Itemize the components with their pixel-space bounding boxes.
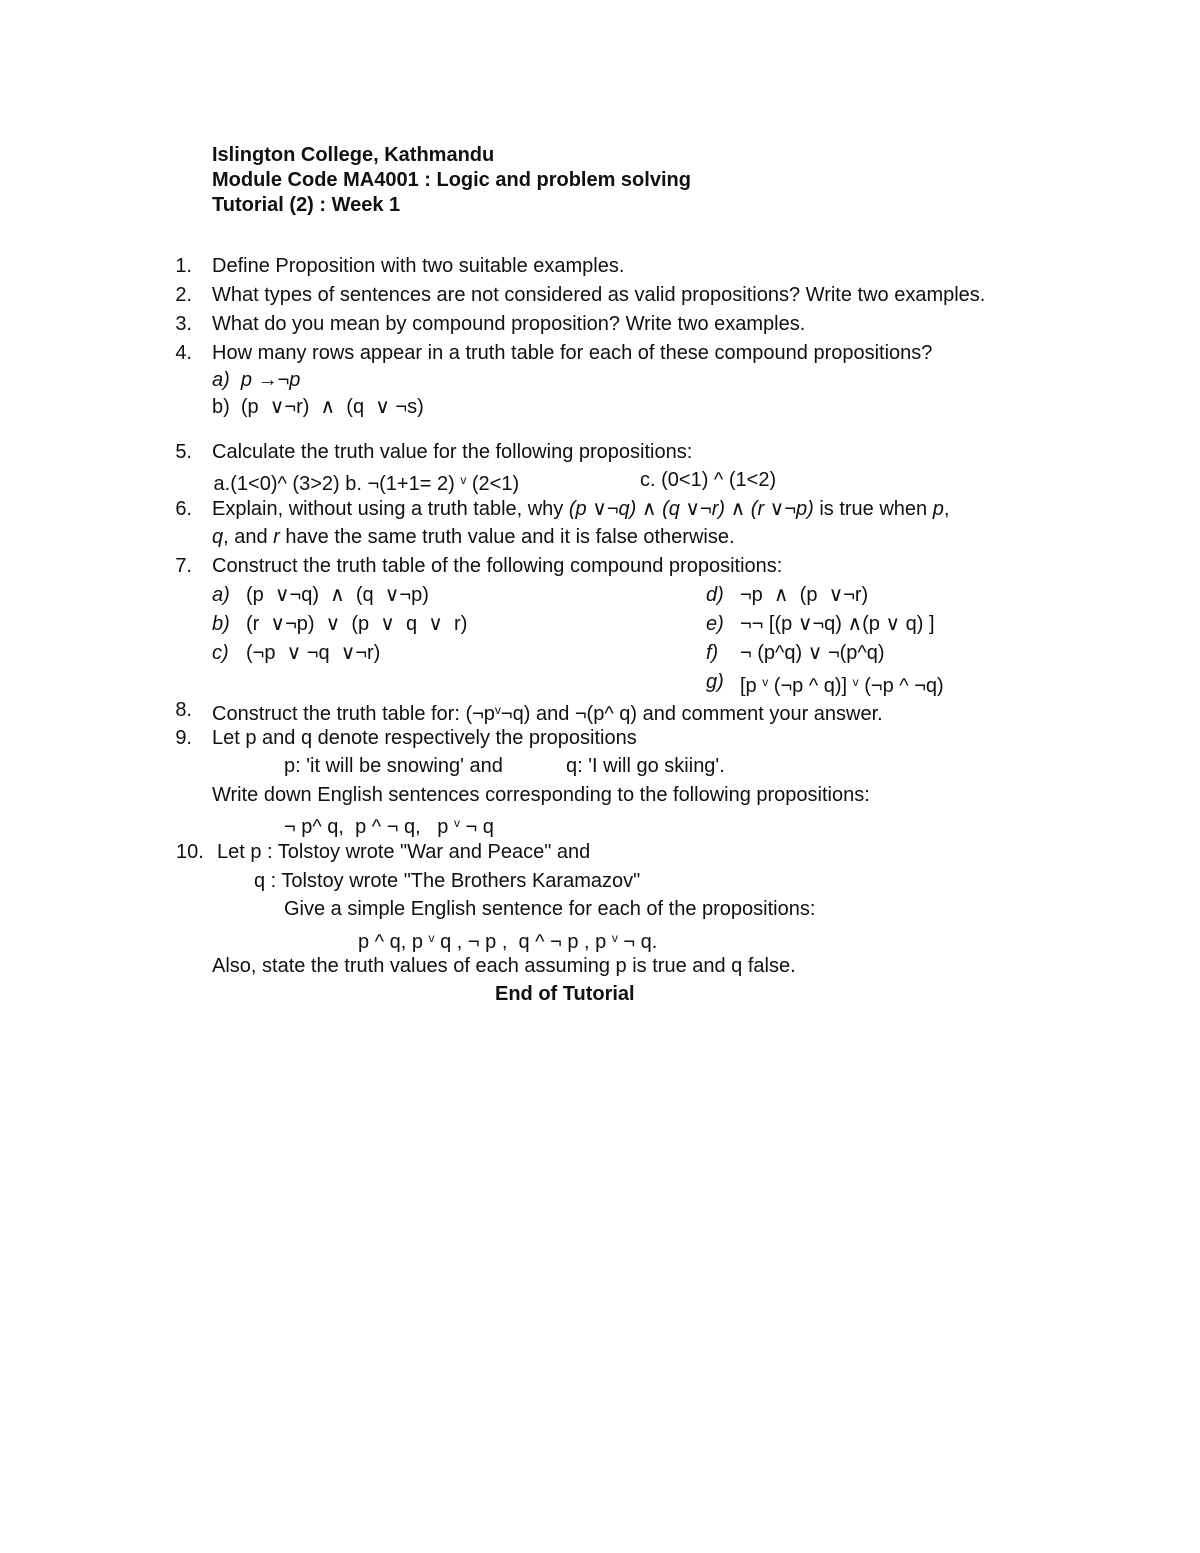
- q5-parts-ab: [208, 468, 519, 496]
- q7-b-expression: (r ∨¬p) ∨ (p ∨ q ∨ r): [246, 613, 468, 635]
- q5-or-symbol: v: [460, 473, 467, 487]
- q4-text: How many rows appear in a truth table for each of these compound propositions?: [212, 342, 933, 364]
- tutorial-title: Tutorial (2) : Week 1: [212, 194, 401, 216]
- q9-instruction: Write down English sentences corresponding to the following propositions:: [212, 784, 870, 806]
- q5-part-b-tail: (2<1): [466, 473, 520, 495]
- q4-number: 4.: [175, 342, 192, 364]
- q7-f-label: f): [706, 642, 719, 664]
- q7-c-label: c): [212, 642, 229, 664]
- q10-propositions: [358, 926, 657, 954]
- q8-text-1: Construct the truth table for: (¬p: [212, 703, 495, 725]
- q9-p-definition: p: 'it will be snowing' and: [284, 755, 503, 777]
- q10-props-3: ¬ q.: [617, 931, 658, 953]
- q1-number: 1.: [175, 255, 192, 277]
- q7-number: 7.: [175, 555, 192, 577]
- college-name: Islington College, Kathmandu: [212, 144, 495, 166]
- q10-number: 10.: [176, 841, 204, 863]
- q3-number: 3.: [175, 313, 192, 335]
- q8-text-2: ¬q) and ¬(p^ q) and comment your answer.: [500, 703, 883, 725]
- q6-expression: (p ∨¬q) ∧ (q ∨¬r) ∧ (r ∨¬p): [568, 498, 814, 520]
- q7-g-part-2: (¬p ^ q)]: [768, 675, 853, 697]
- q8-or-symbol: v: [494, 703, 501, 717]
- module-title: Module Code MA4001 : Logic and problem solving: [212, 169, 691, 191]
- q7-c-expression: (¬p ∨ ¬q ∨¬r): [246, 642, 381, 664]
- q1-text: Define Proposition with two suitable examples.: [212, 255, 625, 277]
- q9-text: Let p and q denote respectively the propositions: [212, 727, 637, 749]
- q9-props-1: ¬ p^ q, p ^ ¬ q, p: [284, 816, 454, 838]
- q7-f-expression: ¬ (p^q) ∨ ¬(p^q): [740, 642, 885, 664]
- q5-text: Calculate the truth value for the following propositions:: [212, 441, 693, 463]
- q6-line-2: [212, 525, 735, 549]
- q7-g-or-symbol-2: v: [852, 675, 859, 689]
- q6-text-2: is true when: [813, 498, 933, 520]
- q7-e-label: e): [706, 613, 724, 635]
- q7-g-part-1: [p: [740, 675, 763, 697]
- q7-g-expression: [740, 670, 944, 698]
- q6-var-p: p: [932, 498, 944, 520]
- q10-p-definition: Let p : Tolstoy wrote "War and Peace" and: [217, 841, 591, 863]
- q7-text: Construct the truth table of the following compound propositions:: [212, 555, 783, 577]
- q2-number: 2.: [175, 284, 192, 306]
- q7-b-label: b): [212, 613, 230, 635]
- q6-text-1: Explain, without using a truth table, why: [212, 498, 569, 520]
- q10-or-symbol-2: v: [611, 931, 618, 945]
- q6-comma: ,: [943, 498, 950, 520]
- q7-a-label: a): [212, 584, 230, 606]
- q7-d-expression: ¬p ∧ (p ∨¬r): [740, 584, 869, 606]
- q5-number: 5.: [175, 441, 192, 463]
- q6-number: 6.: [175, 498, 192, 520]
- q9-or-symbol: v: [453, 816, 460, 830]
- q4-part-a: a) p →¬p: [212, 369, 301, 391]
- q5-parts-ab-text: a.(1<0)^ (3>2) b. ¬(1+1= 2): [208, 473, 461, 495]
- q4-part-b: b) (p ∨¬r) ∧ (q ∨ ¬s): [212, 396, 424, 418]
- q7-a-expression: (p ∨¬q) ∧ (q ∨¬p): [246, 584, 429, 606]
- q8-text: [212, 698, 883, 726]
- q10-q-definition: q : Tolstoy wrote "The Brothers Karamazov": [254, 870, 641, 892]
- q6-var-q: q: [212, 526, 224, 548]
- q10-props-1: p ^ q, p: [358, 931, 429, 953]
- q10-props-2: q , ¬ p , q ^ ¬ p , p: [434, 931, 612, 953]
- q7-g-label: g): [706, 671, 724, 693]
- q8-number: 8.: [175, 699, 192, 721]
- q7-g-or-symbol-1: v: [762, 675, 769, 689]
- q9-props-2: ¬ q: [459, 816, 494, 838]
- q9-number: 9.: [175, 727, 192, 749]
- q6-line-1: [212, 497, 949, 521]
- q5-part-c: c. (0<1) ^ (1<2): [640, 469, 777, 491]
- q9-q-definition: q: 'I will go skiing'.: [566, 755, 725, 777]
- q9-propositions: [284, 811, 494, 839]
- q7-g-part-3: (¬p ^ ¬q): [858, 675, 944, 697]
- q10-truth-values: Also, state the truth values of each assuming p is true and q false.: [212, 955, 796, 977]
- q6-text-3: , and: [223, 526, 274, 548]
- q6-text-4: have the same truth value and it is false otherwise.: [279, 526, 735, 548]
- q10-instruction: Give a simple English sentence for each of the propositions:: [284, 898, 816, 920]
- q6-var-r: r: [273, 526, 280, 548]
- q7-e-expression: ¬¬ [(p ∨¬q) ∧(p ∨ q) ]: [740, 613, 935, 635]
- q3-text: What do you mean by compound proposition? Write two examples.: [212, 313, 806, 335]
- q7-d-label: d): [706, 584, 724, 606]
- q2-text: What types of sentences are not considered as valid propositions? Write two examples.: [212, 284, 986, 306]
- end-of-tutorial: End of Tutorial: [495, 983, 635, 1005]
- q10-or-symbol-1: v: [428, 931, 435, 945]
